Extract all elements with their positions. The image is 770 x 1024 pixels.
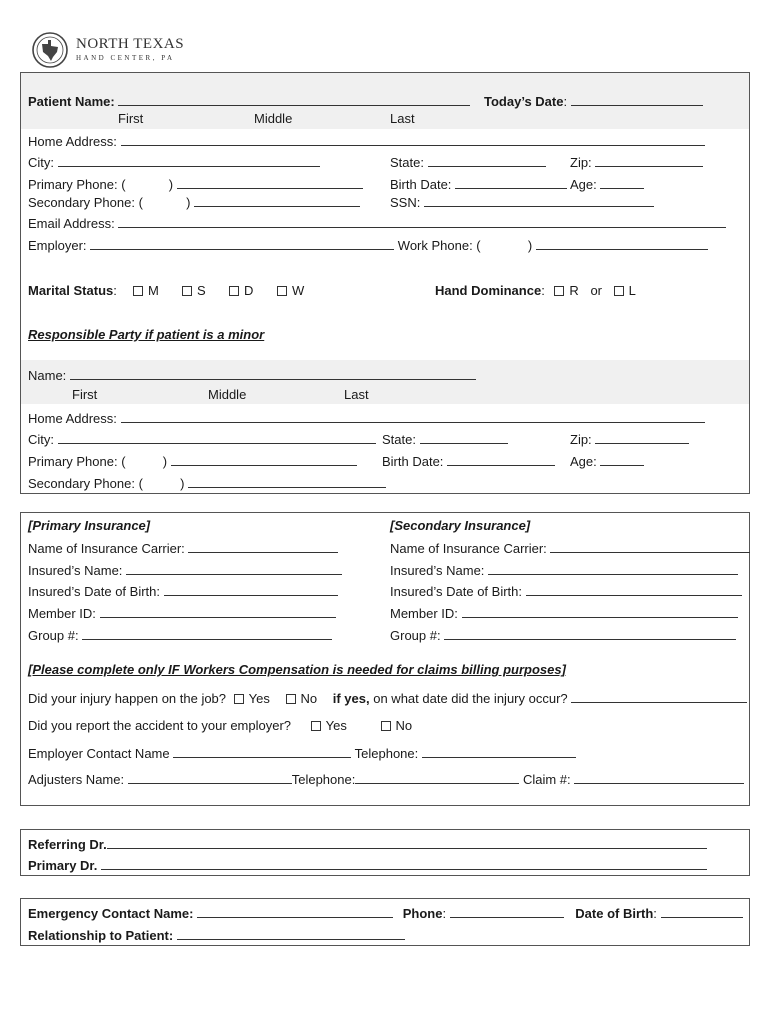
claim-number-label: Claim #: [522,772,571,787]
emergency-dob-label: Date of Birth [575,906,654,921]
primary-carrier-label: Name of Insurance Carrier: [28,541,185,556]
patient-middle-caption: Middle [254,111,293,126]
secondary-insurance-heading: [Secondary Insurance] [390,518,531,533]
checkbox-icon[interactable] [133,286,143,296]
secondary-group-label: Group #: [390,628,441,643]
responsible-last-caption: Last [344,387,369,402]
primary-insured-dob-label: Insured’s Date of Birth: [28,584,160,599]
workers-comp-heading: [Please complete only IF Workers Compensation is needed for claims billing purposes] [28,662,566,677]
logo-subtitle: HAND CENTER, PA [76,54,175,62]
referring-dr-field[interactable] [107,836,707,849]
responsible-primary-phone-field[interactable] [171,453,357,466]
patient-name-label: Patient Name [28,94,111,109]
todays-date-label: Today’s Date [484,94,564,109]
emergency-contact-field[interactable] [197,905,393,918]
patient-state-label: State: [390,155,424,170]
secondary-carrier-field[interactable] [550,540,750,553]
primary-insured-dob-field[interactable] [164,583,338,596]
adjusters-name-field[interactable] [128,771,292,784]
patient-secondary-phone-field[interactable] [194,194,360,207]
responsible-name-label: Name: [28,368,67,383]
responsible-age-label: Age: [570,454,597,469]
responsible-secondary-phone-label: Secondary Phone: ( [28,476,143,491]
primary-group-field[interactable] [82,627,332,640]
patient-home-address-label: Home Address: [28,134,117,149]
adjuster-telephone-label: Telephone: [291,772,356,787]
patient-age-field[interactable] [600,176,644,189]
emergency-contact-label: Emergency Contact Name: [28,906,194,921]
emergency-dob-field[interactable] [661,905,743,918]
responsible-middle-caption: Middle [208,387,247,402]
claim-number-field[interactable] [574,771,744,784]
patient-home-address-field[interactable] [121,133,705,146]
responsible-state-field[interactable] [420,431,508,444]
secondary-carrier-label: Name of Insurance Carrier: [390,541,547,556]
primary-insured-name-label: Insured’s Name: [28,563,123,578]
relationship-label: Relationship to Patient: [28,928,174,943]
patient-zip-field[interactable] [595,154,703,167]
marital-option-w[interactable]: W [277,283,304,298]
checkbox-icon[interactable] [311,721,321,731]
primary-insurance-heading: [Primary Insurance] [28,518,151,533]
employer-contact-label: Employer Contact Name [28,746,170,761]
patient-email-label: Email Address: [28,216,115,231]
primary-dr-field[interactable] [101,857,707,870]
if-yes-label: if yes, [332,691,370,706]
responsible-name-field[interactable] [70,367,476,380]
responsible-zip-label: Zip: [570,432,592,447]
patient-state-field[interactable] [428,154,546,167]
patient-city-field[interactable] [58,154,320,167]
patient-secondary-phone-area-field[interactable] [147,194,183,207]
patient-email-field[interactable] [118,215,726,228]
primary-member-id-label: Member ID: [28,606,96,621]
reported-accident-yes[interactable]: Yes [311,718,347,733]
adjusters-name-label: Adjusters Name: [28,772,125,787]
patient-primary-phone-area-field[interactable] [129,176,165,189]
texas-hand-logo-icon [30,30,70,70]
primary-insured-name-field[interactable] [126,562,342,575]
checkbox-icon[interactable] [182,286,192,296]
logo-title: NORTH TEXAS [76,36,185,52]
employer-contact-field[interactable] [173,745,351,758]
patient-primary-phone-label: Primary Phone: ( [28,177,126,192]
patient-last-caption: Last [390,111,415,126]
patient-age-label: Age: [569,177,597,192]
responsible-home-address-field[interactable] [121,410,705,423]
injury-on-job-question: Did your injury happen on the job? [28,691,227,706]
patient-zip-label: Zip: [570,155,592,170]
checkbox-icon[interactable] [554,286,564,296]
patient-work-phone-area-field[interactable] [484,237,524,250]
patient-ssn-field[interactable] [424,194,654,207]
reported-accident-no[interactable]: No [381,718,413,733]
responsible-party-heading: Responsible Party if patient is a minor [28,327,265,342]
responsible-zip-field[interactable] [595,431,689,444]
todays-date-field[interactable] [571,93,703,106]
marital-option-m[interactable]: M [133,283,159,298]
responsible-city-label: City: [28,432,54,447]
checkbox-icon[interactable] [234,694,244,704]
patient-city-label: City: [28,155,54,170]
marital-option-d[interactable]: D [229,283,253,298]
secondary-insured-name-field[interactable] [488,562,738,575]
patient-birth-date-label: Birth Date: [390,177,452,192]
hand-dominance-label: Hand Dominance [435,283,542,298]
marital-option-s[interactable]: S [182,283,206,298]
patient-name-field[interactable] [118,93,470,106]
responsible-birth-date-label: Birth Date: [382,454,444,469]
checkbox-icon[interactable] [614,286,624,296]
secondary-insured-name-label: Insured’s Name: [390,563,485,578]
patient-work-phone-field[interactable] [536,237,708,250]
injury-on-job-no[interactable]: No [286,691,318,706]
responsible-primary-phone-label: Primary Phone: ( [28,454,126,469]
referring-dr-label: Referring Dr. [28,837,107,852]
patient-primary-phone-field[interactable] [177,176,363,189]
primary-carrier-field[interactable] [188,540,338,553]
secondary-member-id-label: Member ID: [390,606,458,621]
injury-date-field[interactable] [571,690,747,703]
responsible-secondary-phone-field[interactable] [188,475,386,488]
secondary-group-field[interactable] [444,627,736,640]
reported-accident-question: Did you report the accident to your employer? [28,718,292,733]
responsible-secondary-phone-area-field[interactable] [147,475,177,488]
patient-birth-date-field[interactable] [455,176,567,189]
relationship-field[interactable] [177,927,405,940]
logo [30,30,185,70]
checkbox-icon[interactable] [277,286,287,296]
responsible-birth-date-field[interactable] [447,453,555,466]
responsible-state-label: State: [382,432,416,447]
checkbox-icon[interactable] [381,721,391,731]
patient-work-phone-label: Work Phone: ( [397,238,481,253]
emergency-phone-field[interactable] [450,905,564,918]
primary-group-label: Group #: [28,628,79,643]
hand-dominance-left[interactable]: L [614,283,636,298]
patient-employer-field[interactable] [90,237,394,250]
primary-member-id-field[interactable] [100,605,336,618]
secondary-insured-dob-label: Insured’s Date of Birth: [390,584,522,599]
responsible-primary-phone-area-field[interactable] [129,453,159,466]
secondary-member-id-field[interactable] [462,605,738,618]
employer-telephone-label: Telephone: [354,746,419,761]
secondary-insured-dob-field[interactable] [526,583,742,596]
responsible-first-caption: First [72,387,98,402]
checkbox-icon[interactable] [229,286,239,296]
checkbox-icon[interactable] [286,694,296,704]
responsible-age-field[interactable] [600,453,644,466]
hand-dominance-right[interactable]: R [554,283,578,298]
employer-telephone-field[interactable] [422,745,576,758]
insurance-section [20,512,750,806]
patient-employer-label: Employer: [28,238,87,253]
adjuster-telephone-field[interactable] [355,771,519,784]
patient-ssn-label: SSN: [390,195,421,210]
injury-on-job-yes[interactable]: Yes [234,691,270,706]
primary-dr-label: Primary Dr. [28,858,98,873]
injury-date-question: on what date did the injury occur? [373,691,568,706]
patient-secondary-phone-label: Secondary Phone: ( [28,195,143,210]
emergency-phone-label: Phone [402,906,443,921]
responsible-home-address-label: Home Address: [28,411,117,426]
marital-status-label: Marital Status [28,283,114,298]
patient-first-caption: First [118,111,144,126]
responsible-city-field[interactable] [58,431,376,444]
